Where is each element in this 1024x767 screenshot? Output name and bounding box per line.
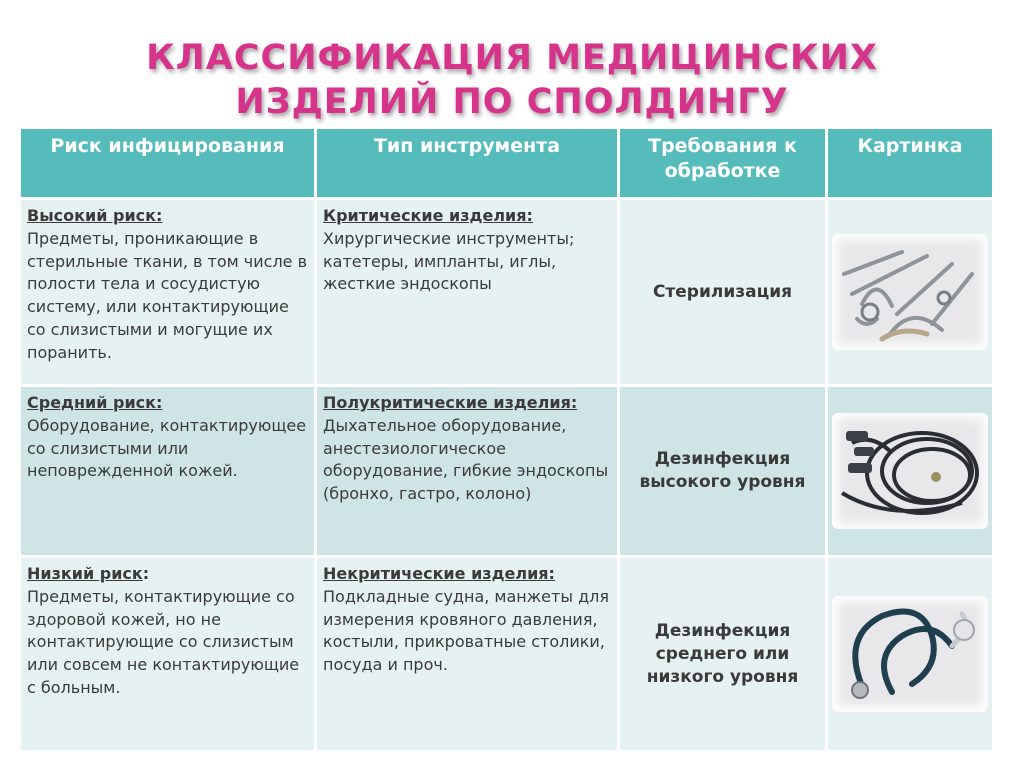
risk-text: Оборудование, контактирующее со слизистыми или неповрежденной кожей. [27,415,307,481]
type-cell [317,387,617,555]
risk-title [27,563,308,586]
picture-cell [828,558,992,750]
title-line-2: ИЗДЕЛИЙ ПО СПОЛДИНГУ [235,82,789,122]
type-title: Некритические изделия: [323,564,555,583]
requirement-text: Дезинфекция высокого уровня [639,449,806,492]
type-cell [317,558,617,750]
risk-text: Предметы, проникающие в стерильные ткани, в том числе в полости тела и сосудистую систему, или контактирующие со слизистыми и могущие их поранить. [27,228,308,362]
type-text: Подкладные судна, манжеты для измерения кровяного давления, костыли, прикроватные столики, посуда и проч. [323,586,609,675]
picture-cell [828,387,992,555]
requirement-cell [620,558,825,750]
header-picture: Картинка [828,129,992,197]
type-title: Критические изделия: [323,206,533,225]
requirement-text: Дезинфекция среднего или низкого уровня [646,620,799,687]
header-processing: Требования к обработке [620,129,825,197]
header-instrument-type: Тип инструмента [317,129,617,197]
type-title: Полукритические изделия: [323,393,578,412]
risk-title-colon: : [142,564,150,583]
page-title [0,36,1024,124]
type-cell [317,200,617,384]
table-row [21,558,992,750]
risk-cell [21,558,314,750]
risk-text: Предметы, контактирующие со здоровой кожей, но не контактирующие со слизистым или совсем не контактирующие с больным. [27,586,300,697]
requirement-text: Стерилизация [652,281,793,302]
picture-cell [828,200,992,384]
requirement-cell [620,387,825,555]
spaulding-classification-table [18,126,995,753]
risk-title-text: Низкий риск [27,564,143,583]
table-row [21,200,992,384]
risk-title: Средний риск: [27,393,163,412]
risk-cell [21,387,314,555]
title-line-1: КЛАССИФИКАЦИЯ МЕДИЦИНСКИХ [146,38,878,78]
table-row [21,387,992,555]
type-text: Дыхательное оборудование, анестезиологическое оборудование, гибкие эндоскопы (бронхо, гастро, колоно) [323,415,609,504]
risk-cell [21,200,314,384]
type-text: Хирургические инструменты; катетеры, импланты, иглы, жесткие эндоскопы [323,228,575,294]
risk-title: Высокий риск: [27,206,163,225]
stethoscope-image [832,596,988,712]
header-risk: Риск инфицирования [21,129,314,197]
requirement-cell [620,200,825,384]
surgical-instruments-image [832,234,988,350]
flexible-endoscopes-image [832,413,988,529]
table-header-row [21,129,992,197]
